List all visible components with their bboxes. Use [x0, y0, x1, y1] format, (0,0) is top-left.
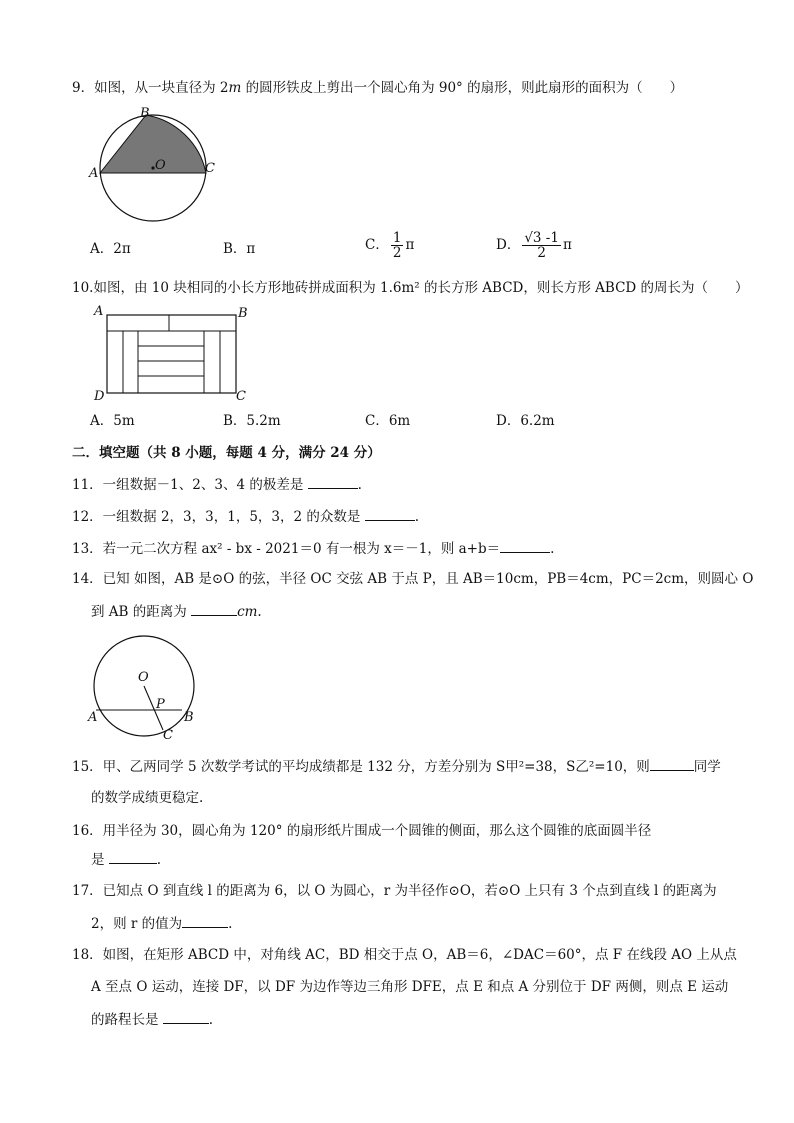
q17-line2: 2，则 r 的值为 . — [91, 913, 232, 934]
q9-unit: m — [228, 80, 242, 96]
q9-stem — [72, 78, 683, 98]
q12: 12．一组数据 2，3，3，1，5，3，2 的众数是 . — [72, 506, 419, 527]
q12-blank[interactable] — [365, 506, 415, 521]
q9-figure — [85, 105, 225, 225]
q18-line1: 18．如图，在矩形 ABCD 中，对角线 AC，BD 相交于点 O，AB＝6，∠DAC＝60°，点 F 在线段 AO 上从点 — [72, 947, 737, 963]
fraction: $\frac{√3 -1}{2}$ — [524, 230, 559, 261]
q9-sector — [100, 115, 206, 173]
q10-label-b: B — [238, 306, 248, 321]
q14-figure — [85, 630, 215, 745]
q15-line1: 15．甲、乙两同学 5 次数学考试的平均成绩都是 132 分，方差分别为 S甲²=38，S乙²=10，则 同学 — [72, 756, 721, 777]
q9-option-c[interactable]: C． $\frac{1}{2}$ π — [365, 230, 415, 261]
q9-label-a: A — [89, 166, 99, 181]
q10-stem: 10.如图，由 10 块相同的小长方形地砖拼成面积为 1.6m² 的长方形 ABCD，则长方形 ABCD 的周长为（ ） — [72, 280, 749, 296]
fraction: $\frac{1}{2}$ — [392, 230, 402, 261]
q9-number: 9． — [72, 80, 95, 96]
q10-label-c: C — [236, 389, 246, 404]
q18-blank[interactable] — [163, 1009, 209, 1024]
q14-label-o: O — [138, 670, 149, 685]
q13: 13．若一元二次方程 ax² - bx - 2021＝0 有一根为 x＝－1，则 a+b＝ . — [72, 538, 554, 559]
q9-label-b: B — [140, 106, 150, 121]
q10-label-d: D — [94, 389, 105, 404]
q14-line1: 14．已知 如图，AB 是⊙O 的弦，半径 OC 交弦 AB 于点 P，且 AB＝10cm，PB＝4cm，PC＝2cm，则圆心 O — [72, 571, 754, 587]
q17-line1: 17．已知点 O 到直线 l 的距离为 6，以 O 为圆心，r 为半径作⊙O，若⊙O 上只有 3 个点到直线 l 的距离为 — [72, 883, 717, 899]
q14-label-c: C — [163, 728, 173, 743]
q10-option-a[interactable]: A．5m — [90, 413, 135, 429]
q16-line2: 是 . — [91, 849, 161, 870]
q15-line2: 的数学成绩更稳定. — [91, 790, 204, 806]
q9-text-2: 的圆形铁皮上剪出一个圆心角为 90° 的扇形，则此扇形的面积为（ ） — [241, 80, 684, 96]
q10-option-d[interactable]: D．6.2m — [496, 413, 555, 429]
q18-line3: 的路程长是 . — [91, 1009, 213, 1030]
q18-line2: A 至点 O 运动，连接 DF，以 DF 为边作等边三角形 DFE，点 E 和点 A 分别位于 DF 两侧，则点 E 运动 — [91, 979, 729, 995]
q10-label-a: A — [94, 304, 104, 319]
q13-blank[interactable] — [500, 538, 550, 553]
q16-blank[interactable] — [109, 849, 157, 864]
q10-option-b[interactable]: B．5.2m — [223, 413, 281, 429]
q9-label-o: O — [155, 158, 166, 173]
q14-label-p: P — [156, 697, 165, 712]
section-heading: 二．填空题（共 8 小题，每题 4 分，满分 24 分） — [72, 445, 381, 461]
q14-line2: 到 AB 的距离为 cm. — [91, 601, 262, 622]
q9-option-b[interactable]: B．π — [223, 241, 256, 257]
q14-blank[interactable] — [191, 601, 237, 616]
q14-label-b: B — [184, 710, 194, 725]
q16-line1: 16．用半径为 30，圆心角为 120° 的扇形纸片围成一个圆锥的侧面，那么这个圆锥的底面圆半径 — [72, 823, 652, 839]
q9-option-a[interactable]: A．2π — [90, 241, 131, 257]
q11: 11．一组数据－1、2、3、4 的极差是 . — [72, 474, 362, 495]
q9-option-d[interactable]: D． $\frac{√3 -1}{2}$ π — [496, 230, 572, 261]
q10-option-c[interactable]: C．6m — [365, 413, 411, 429]
q15-blank[interactable] — [650, 756, 694, 771]
q14-label-a: A — [88, 710, 98, 725]
q17-blank[interactable] — [182, 913, 228, 928]
q9-label-c: C — [205, 161, 215, 176]
q10-figure — [90, 303, 260, 403]
q11-blank[interactable] — [308, 474, 358, 489]
q9-text-1: 如图，从一块直径为 2 — [94, 80, 229, 96]
